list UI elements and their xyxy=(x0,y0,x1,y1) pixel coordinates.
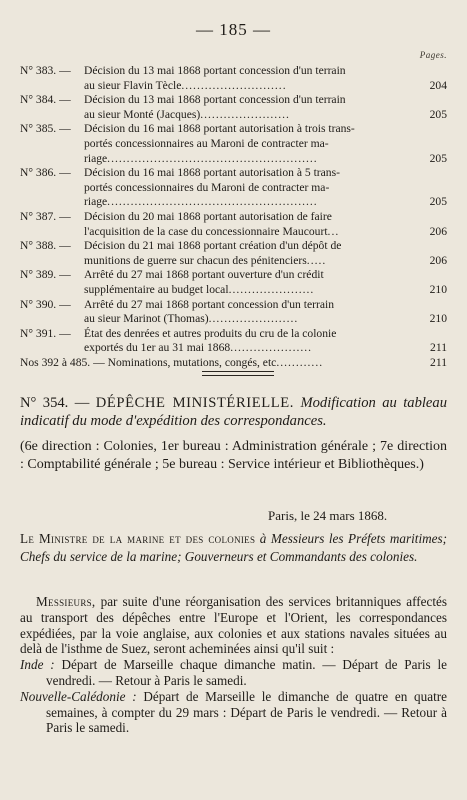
toc-line-text: riage xyxy=(84,195,108,209)
page-number: — 185 — xyxy=(196,20,271,39)
toc-leader-dots: ........................... xyxy=(181,78,287,92)
toc-entry xyxy=(20,166,447,210)
toc-line-text: Décision du 13 mai 1868 portant concession d'un terrain xyxy=(84,64,346,77)
toc-entry xyxy=(20,298,447,327)
toc-line-text: munitions de guerre sur chacun des pénitenciers xyxy=(84,253,307,267)
body-paragraph xyxy=(20,594,447,657)
toc-entry-text xyxy=(84,327,417,356)
document-heading xyxy=(20,394,447,430)
toc-entry-number: N° 388. — xyxy=(20,239,71,253)
toc-entry-line xyxy=(84,225,417,240)
sender: Le Ministre de la marine et des colonies xyxy=(20,531,256,546)
toc-entry-line xyxy=(84,152,417,167)
toc-page-number: 205 xyxy=(429,195,447,209)
toc-line-text: Arrêté du 27 mai 1868 portant ouverture d'un crédit xyxy=(84,268,324,282)
pages-column-label: Pages. xyxy=(419,50,447,60)
toc-line-text: exportés du 1er au 31 mai 1868 xyxy=(84,341,231,355)
toc-entry-line xyxy=(84,181,417,196)
toc-line-text: au sieur Marinot (Thomas) xyxy=(84,312,209,326)
toc-entry xyxy=(20,268,447,297)
toc-entry-line xyxy=(84,239,417,254)
toc-leader-dots: ...................................................... xyxy=(107,151,318,165)
toc-entry-line xyxy=(84,137,417,152)
route-text: Départ de Marseille le dimanche de quatre en quatre semaines, à compter du 29 mars : Départ de Paris le vendredi. — Retour à Paris le samedi. xyxy=(46,688,448,736)
dateline: Paris, le 24 mars 1868. xyxy=(268,508,388,523)
toc-line-text: supplémentaire au budget local xyxy=(84,282,229,296)
toc-entry-line xyxy=(84,79,417,94)
toc-entry-line xyxy=(84,327,417,342)
toc-entry-text xyxy=(84,64,417,93)
toc-leader-dots: ... xyxy=(327,224,340,238)
toc-entry-text xyxy=(84,210,417,239)
toc-leader-dots: ............ xyxy=(276,355,324,369)
toc-entry xyxy=(20,122,447,166)
toc-entry-text xyxy=(84,239,417,268)
document-subtitle: Modification au tableau indicatif du mode d'expédition des correspondances. xyxy=(20,395,447,429)
toc-entry-line xyxy=(84,268,417,283)
toc-line-text: Décision du 21 mai 1868 portant création d'un dépôt de xyxy=(84,239,342,253)
toc-entry xyxy=(20,327,447,356)
toc-page-number: 206 xyxy=(429,253,447,267)
toc-entry-number: N° 386. — xyxy=(20,166,71,180)
route-text: Départ de Marseille chaque dimanche matin. — Départ de Paris le vendredi. — Retour à Paris le samedi. xyxy=(46,657,448,688)
toc-line-text: Décision du 16 mai 1868 portant autorisation à 5 trans- xyxy=(84,166,340,180)
toc-page-number: 205 xyxy=(429,151,447,165)
toc-entry-number: N° 384. — xyxy=(20,93,71,107)
route-item xyxy=(20,689,447,736)
toc-entry-number: N° 383. — xyxy=(20,64,71,77)
recipients: à Messieurs les Préfets maritimes; Chefs du service de la marine; Gouverneurs et Commandants des colonies. xyxy=(20,531,448,564)
toc-page-number: 210 xyxy=(429,312,447,326)
toc-entry-line xyxy=(84,64,417,79)
toc-entry xyxy=(20,356,447,371)
toc-line-text: au sieur Monté (Jacques) xyxy=(84,107,201,121)
toc-line-text: Arrêté du 27 mai 1868 portant concession d'un terrain xyxy=(84,297,334,311)
toc-page-number: 211 xyxy=(430,355,447,369)
toc-entry-number: N° 390. — xyxy=(20,297,71,311)
toc-entry-number: N° 389. — xyxy=(20,268,71,282)
toc-entry xyxy=(20,210,447,239)
toc-entry xyxy=(20,239,447,268)
toc-line-text: l'acquisition de la case du concessionnaire Maucourt xyxy=(84,224,328,238)
letter-body xyxy=(20,594,447,736)
toc-entry-line xyxy=(84,93,417,108)
toc-entry-line xyxy=(84,312,417,327)
toc-leader-dots: ..... xyxy=(306,253,327,267)
toc-entry-text xyxy=(84,166,417,210)
toc-leader-dots: ...................... xyxy=(228,282,315,296)
toc-entry-line xyxy=(84,298,417,313)
toc-line-text: au sieur Flavin Tècle xyxy=(84,78,182,92)
table-of-contents xyxy=(20,64,447,370)
toc-leader-dots: ...................................................... xyxy=(107,195,318,209)
toc-leader-dots: ....................... xyxy=(200,107,290,121)
toc-line-text: Décision du 20 mai 1868 portant autorisation de faire xyxy=(84,209,332,223)
toc-entry-number: N° 385. — xyxy=(20,122,71,136)
toc-line-text: riage xyxy=(84,151,108,165)
toc-entry xyxy=(20,64,447,93)
route-label: Nouvelle-Calédonie : xyxy=(20,688,137,704)
section-divider xyxy=(202,371,274,376)
toc-page-number: 210 xyxy=(429,282,447,296)
toc-line-text: Nos 392 à 485. — Nominations, mutations, congés, etc xyxy=(20,355,277,369)
document-number: N° 354. — xyxy=(20,395,90,411)
toc-line-text: Décision du 13 mai 1868 portant concession d'un terrain xyxy=(84,93,346,107)
toc-entry-text xyxy=(84,93,417,122)
toc-entry-line xyxy=(84,210,417,225)
toc-line-text: État des denrées et autres produits du cru de la colonie xyxy=(84,326,337,340)
toc-entry-line xyxy=(84,166,417,181)
route-label: Inde : xyxy=(20,657,55,673)
paragraph-text: par suite d'une réorganisation des services britanniques affectés au transport des dépêches entre l'Europe et l'Orient, les correspondances expédiées, par la voie anglaise, aux colonies et aux stations navales situées au delà de l'isthme de Suez, seront acheminées ainsi qu'il suit : xyxy=(20,594,447,657)
toc-entry-text xyxy=(84,122,417,166)
toc-leader-dots: ..................... xyxy=(230,341,313,355)
toc-entry-line xyxy=(84,122,417,137)
toc-entry-line xyxy=(84,108,417,123)
toc-entry-text xyxy=(84,268,417,297)
toc-page-number: 211 xyxy=(430,341,447,355)
toc-page-number: 205 xyxy=(429,107,447,121)
salutation: Messieurs, xyxy=(36,594,96,609)
route-item xyxy=(20,657,447,689)
toc-entry-line xyxy=(20,356,417,371)
toc-entry xyxy=(20,93,447,122)
toc-line-text: portés concessionnaires du Maroni de contracter ma- xyxy=(84,180,330,194)
toc-entry-text xyxy=(84,298,417,327)
toc-entry-line xyxy=(84,283,417,298)
directions-note: (6e direction : Colonies, 1er bureau : Administration générale ; 7e direction : Comptabilité générale ; 5e bureau : Service intérieur et Bibliothèques.) xyxy=(20,439,447,472)
document-title: DÉPÊCHE MINISTÉRIELLE. xyxy=(95,395,295,411)
toc-page-number: 204 xyxy=(429,78,447,92)
toc-entry-line xyxy=(84,254,417,269)
address-block xyxy=(20,530,447,566)
toc-leader-dots: ....................... xyxy=(208,312,299,326)
toc-entry-text xyxy=(20,356,417,371)
toc-entry-line xyxy=(84,341,417,356)
toc-page-number: 206 xyxy=(429,224,447,238)
toc-entry-number: N° 387. — xyxy=(20,209,71,223)
toc-line-text: portés concessionnaires au Maroni de contracter ma- xyxy=(84,136,329,150)
toc-entry-number: N° 391. — xyxy=(20,326,71,340)
toc-entry-line xyxy=(84,195,417,210)
toc-line-text: Décision du 16 mai 1868 portant autorisation à trois trans- xyxy=(84,122,355,136)
